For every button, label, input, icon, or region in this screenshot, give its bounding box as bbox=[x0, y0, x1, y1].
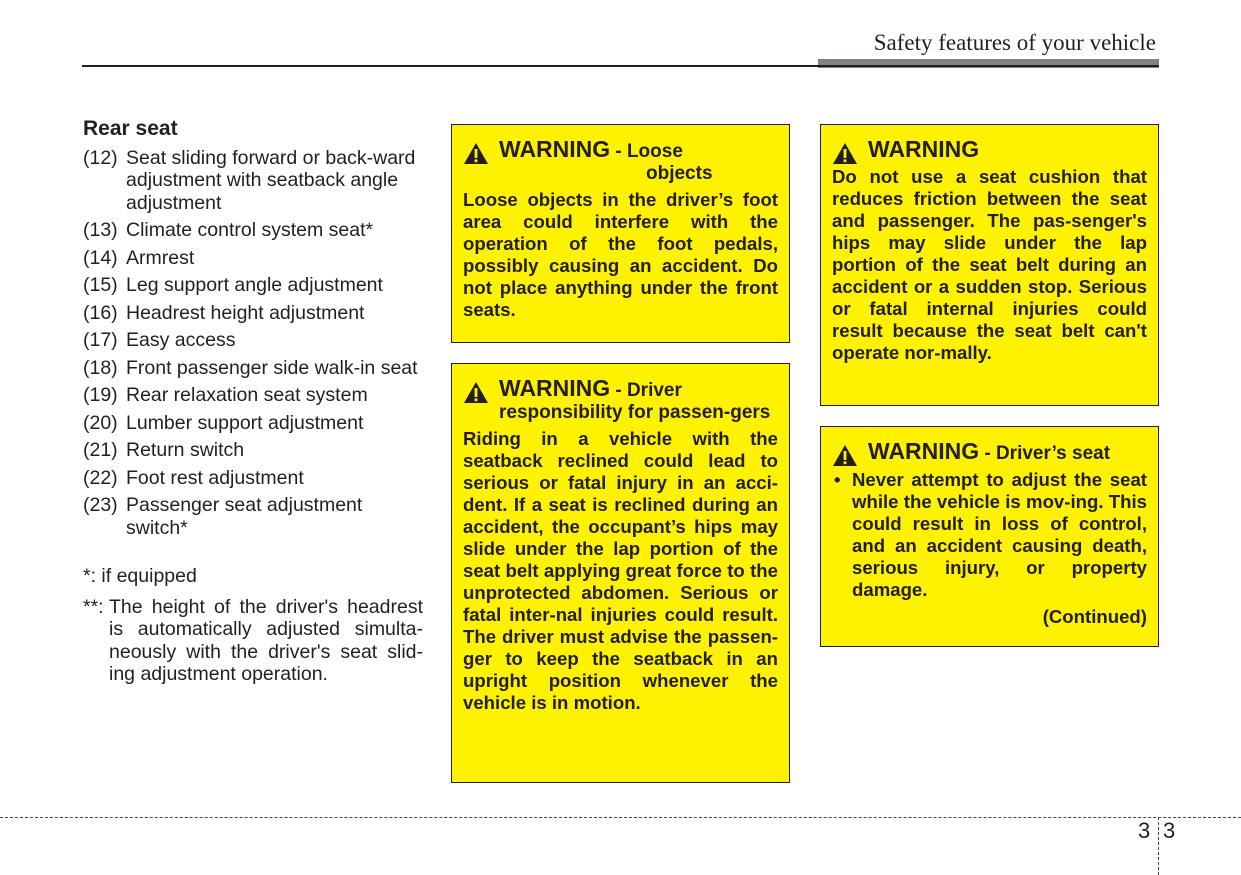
warning-triangle-icon bbox=[832, 444, 858, 467]
chapter-number: 3 bbox=[1138, 818, 1151, 843]
warning-subtitle: - Driver bbox=[615, 380, 682, 401]
item-number: (18) bbox=[83, 356, 118, 379]
page-number: 3 bbox=[1163, 818, 1176, 843]
item-text: Rear relaxation seat system bbox=[126, 384, 368, 406]
warning-drivers-seat-box bbox=[820, 426, 1159, 647]
note-text: The height of the driver's headrest is automatically adjusted simulta-neously with the driver's seat slid-ing adjustment operation. bbox=[109, 595, 423, 685]
item-number: (14) bbox=[83, 246, 118, 269]
warning-body: Do not use a seat cushion that reduces friction between the seat and passenger. The pas-senger's hips may slide under the lap portion of the seat belt during an accident or a sudden stop. Serious or fatal internal injuries could result because the seat belt can't operate nor-mally. bbox=[832, 166, 1147, 363]
section-title: Safety features of your vehicle bbox=[873, 30, 1156, 55]
footer-dashed-rule bbox=[0, 817, 1241, 818]
warning-triangle-icon bbox=[832, 142, 858, 165]
warning-subtitle: - Driver’s seat bbox=[984, 443, 1111, 464]
header-rule bbox=[82, 65, 1159, 67]
item-text: Lumber support adjustment bbox=[126, 411, 364, 434]
item-text: Passenger seat adjustment switch* bbox=[126, 494, 363, 539]
item-number: (12) bbox=[83, 146, 118, 169]
warning-triangle-icon bbox=[463, 381, 489, 404]
item-number: (19) bbox=[83, 384, 118, 406]
warning-label: WARNING bbox=[499, 375, 611, 401]
equipped-note: *: if equipped bbox=[83, 565, 197, 587]
warning-label: WARNING bbox=[868, 136, 980, 162]
warning-body: Riding in a vehicle with the seatback reclined could lead to serious or fatal injury in an acci-dent. If a seat is reclined during an accident, the occupant’s hips may slide under the lap portion of the seat belt applying great force to the unprotected abdomen. Serious or fatal inter-nal injuries could result. The driver must advise the passen-ger to keep the seatback in an upright position whenever the vehicle is in motion. bbox=[463, 428, 778, 713]
warning-driver-responsibility-box bbox=[451, 363, 790, 783]
list-item bbox=[83, 274, 423, 297]
warning-header bbox=[463, 377, 778, 424]
warning-subtitle-cont: objects bbox=[646, 163, 713, 184]
list-item bbox=[83, 219, 423, 242]
list-item bbox=[83, 147, 423, 215]
continued-label: (Continued) bbox=[1042, 606, 1147, 627]
item-number: (23) bbox=[83, 494, 118, 516]
item-text: Headrest height adjustment bbox=[126, 301, 365, 324]
warning-subtitle: - Loose bbox=[615, 141, 683, 162]
list-item bbox=[83, 412, 423, 435]
item-text: Foot rest adjustment bbox=[126, 466, 304, 489]
list-item bbox=[83, 357, 423, 380]
warning-triangle-icon bbox=[463, 142, 489, 165]
item-number: (21) bbox=[83, 439, 118, 461]
warning-subtitle-cont: responsibility for passen-gers bbox=[499, 402, 771, 423]
item-number: (13) bbox=[83, 219, 118, 241]
warning-seat-cushion-box bbox=[820, 124, 1159, 406]
warning-header bbox=[832, 440, 1147, 465]
warning-label: WARNING bbox=[868, 438, 980, 464]
item-text: Leg support angle adjustment bbox=[126, 274, 383, 296]
item-number: (22) bbox=[83, 466, 118, 489]
bullet-mark: • bbox=[834, 469, 841, 490]
headrest-note bbox=[83, 596, 423, 686]
list-item bbox=[83, 467, 423, 490]
warning-body: Loose objects in the driver’s foot area could interfere with the operation of the foot pedals, possibly causing an accident. Do not place anything under the front seats. bbox=[463, 189, 778, 320]
item-number: (15) bbox=[83, 274, 118, 296]
item-number: (20) bbox=[83, 411, 118, 434]
bullet-text: Never attempt to adjust the seat while the vehicle is mov-ing. This could result in loss of control, and an accident causing death, serious injury, or property damage. bbox=[852, 469, 1147, 600]
item-number: (17) bbox=[83, 329, 118, 351]
item-text: Climate control system seat* bbox=[126, 219, 374, 241]
warning-label: WARNING bbox=[499, 136, 611, 162]
rear-seat-heading: Rear seat bbox=[83, 117, 178, 140]
item-number: (16) bbox=[83, 301, 118, 324]
warning-header bbox=[463, 138, 778, 185]
warning-bullet bbox=[832, 469, 1147, 601]
item-text: Easy access bbox=[126, 329, 236, 351]
warning-header bbox=[832, 138, 1147, 162]
footer-dashed-divider bbox=[1158, 817, 1159, 875]
list-item bbox=[83, 384, 423, 407]
list-item bbox=[83, 302, 423, 325]
list-item bbox=[83, 494, 423, 539]
item-text: Armrest bbox=[126, 246, 195, 269]
item-text: Seat sliding forward or back-ward adjustment with seatback angle adjustment bbox=[126, 146, 416, 214]
note-mark: **: bbox=[83, 595, 104, 618]
list-item bbox=[83, 329, 423, 352]
rear-seat-section bbox=[83, 118, 423, 686]
item-text: Return switch bbox=[126, 439, 245, 461]
warning-loose-objects-box bbox=[451, 124, 790, 343]
item-text: Front passenger side walk-in seat bbox=[126, 356, 418, 379]
list-item bbox=[83, 247, 423, 270]
list-item bbox=[83, 439, 423, 462]
